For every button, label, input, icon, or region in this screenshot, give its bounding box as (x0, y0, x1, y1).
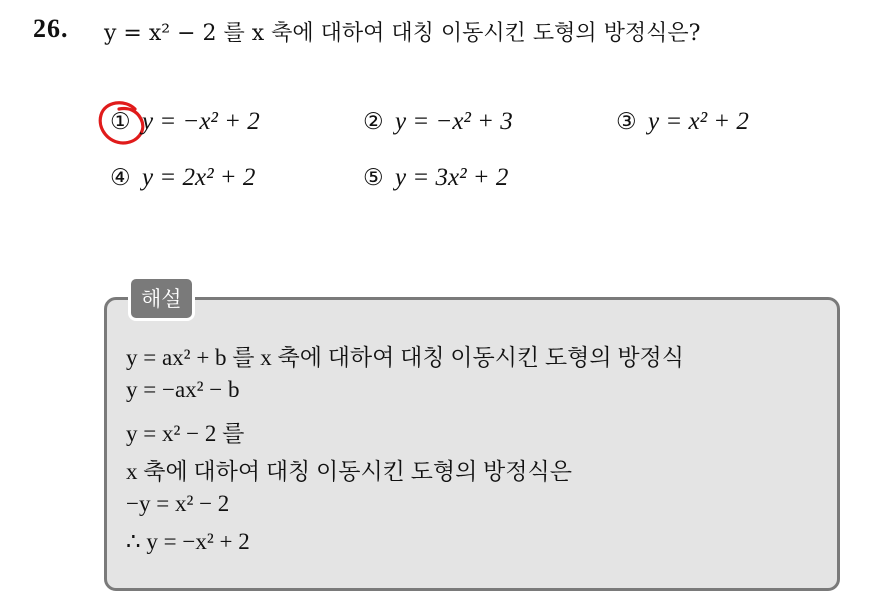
choice-equation: y = 3x² + 2 (395, 164, 509, 191)
solution-line: y = x² − 2 를 (126, 421, 245, 446)
choice-equation: y = x² + 2 (648, 108, 749, 135)
choice-4[interactable] (110, 164, 255, 192)
choice-equation: y = 2x² + 2 (142, 164, 256, 191)
choice-number: ⑤ (363, 165, 384, 191)
choice-number: ④ (110, 165, 131, 191)
choice-number: ① (110, 109, 131, 135)
choice-equation: y = −x² + 2 (142, 108, 260, 135)
question (0, 0, 884, 240)
question-text: y = x² − 2 를 x 축에 대하여 대칭 이동시킨 도형의 방정식은? (104, 21, 701, 46)
solution-line: y = −ax² − b (126, 377, 240, 402)
solution-label: 해설 (128, 276, 195, 321)
choice-1[interactable] (110, 108, 260, 136)
solution-line: y = ax² + b 를 x 축에 대하여 대칭 이동시킨 도형의 방정식 (126, 345, 684, 370)
choice-2[interactable] (363, 108, 513, 136)
choice-5[interactable] (363, 164, 508, 192)
choice-number: ② (363, 109, 384, 135)
choice-3[interactable] (616, 108, 749, 136)
solution-line: −y = x² − 2 (126, 491, 230, 516)
solution-line: x 축에 대하여 대칭 이동시킨 도형의 방정식은 (126, 459, 572, 484)
choice-equation: y = −x² + 3 (395, 108, 513, 135)
solution-line: ∴ y = −x² + 2 (126, 529, 250, 554)
question-number: 26. (33, 14, 69, 43)
choice-number: ③ (616, 109, 637, 135)
